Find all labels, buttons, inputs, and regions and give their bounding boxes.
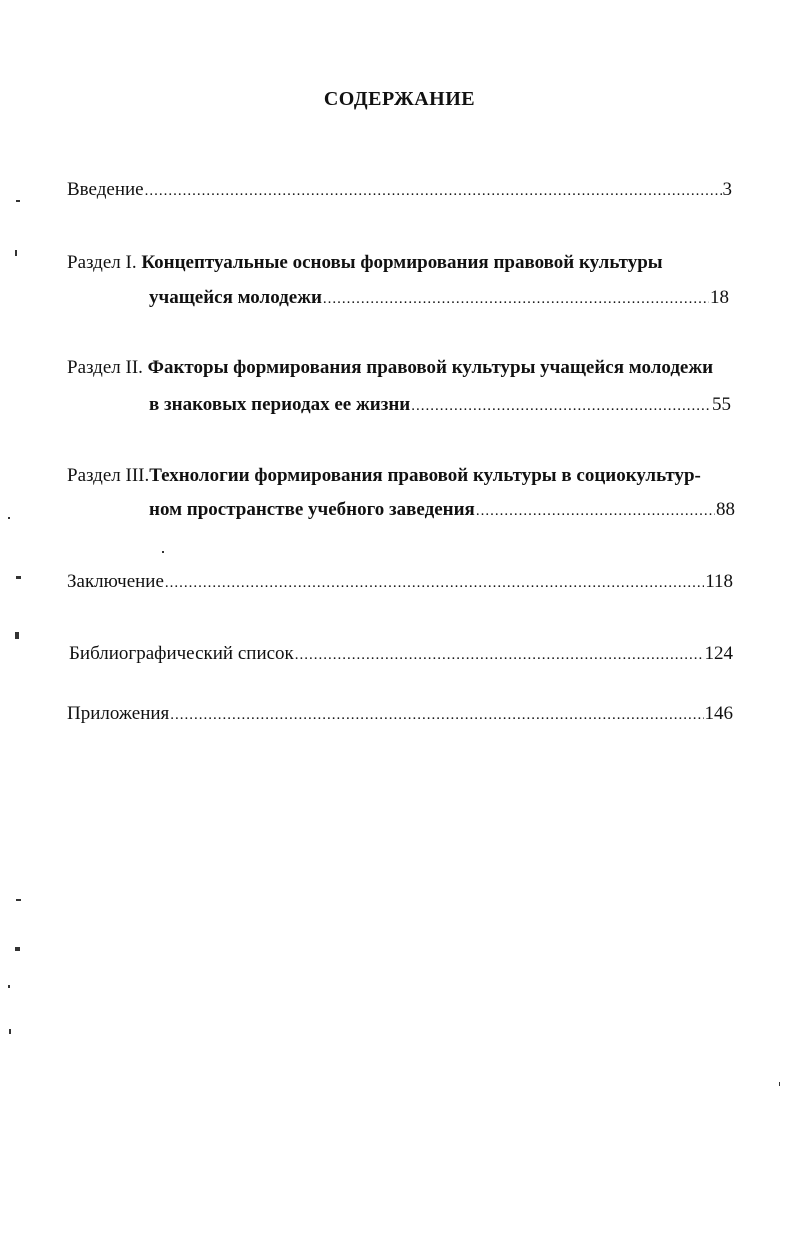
- dot-leader: [145, 179, 722, 203]
- toc-section-prefix: Раздел II.: [67, 357, 148, 378]
- toc-entry-section-3-heading[interactable]: [67, 464, 701, 488]
- dot-leader: [476, 499, 715, 523]
- toc-section-title-line2: ном пространстве учебного заведения: [149, 499, 475, 520]
- toc-page-number: 146: [704, 703, 733, 724]
- toc-section-prefix: Раздел I.: [67, 252, 142, 273]
- toc-entry-conclusion[interactable]: [67, 570, 733, 595]
- toc-entry-section-2-continuation[interactable]: [149, 393, 731, 418]
- toc-page-number: 88: [716, 499, 735, 520]
- scan-speck: [8, 517, 10, 519]
- toc-section-title-line1: Факторы формирования правовой культуры учащейся молодежи: [147, 357, 714, 378]
- dot-leader: [165, 571, 704, 595]
- toc-entry-label: Введение: [67, 179, 144, 200]
- toc-page-number: 55: [712, 394, 731, 415]
- scan-speck: [16, 576, 21, 579]
- scan-speck: [162, 551, 164, 553]
- scan-speck: [8, 985, 10, 988]
- toc-page-number: 124: [704, 643, 733, 664]
- toc-entry-section-1-continuation[interactable]: [149, 286, 729, 311]
- toc-page-number: 18: [710, 287, 729, 308]
- toc-page-number: 3: [722, 179, 732, 200]
- toc-section-prefix: Раздел III.: [67, 465, 150, 486]
- dot-leader: [411, 394, 711, 418]
- toc-entry-label: Приложения: [67, 703, 170, 724]
- toc-section-title-line1: Технологии формирования правовой культуры в социокультур-: [149, 465, 701, 486]
- toc-section-title-line1: Концептуальные основы формирования правовой культуры: [141, 252, 663, 273]
- toc-entry-introduction[interactable]: [67, 178, 732, 203]
- scan-speck: [9, 1029, 11, 1034]
- scan-speck: [16, 899, 21, 901]
- toc-section-title-line2: в знаковых периодах ее жизни: [149, 394, 411, 415]
- dot-leader: [323, 287, 709, 311]
- toc-entry-label: Библиографический список: [69, 643, 294, 664]
- toc-entry-label: Заключение: [67, 571, 164, 592]
- toc-section-title-line2: учащейся молодежи: [149, 287, 322, 308]
- page-title: СОДЕРЖАНИЕ: [323, 88, 476, 110]
- scan-speck: [15, 632, 19, 639]
- toc-page-number: 118: [705, 571, 733, 592]
- toc-entry-bibliography[interactable]: [69, 642, 733, 667]
- dot-leader: [170, 703, 703, 727]
- toc-entry-section-1-heading[interactable]: [67, 251, 663, 275]
- toc-entry-section-2-heading[interactable]: [67, 356, 713, 380]
- toc-entry-appendices[interactable]: [67, 702, 733, 727]
- scan-speck: [779, 1082, 780, 1086]
- dot-leader: [295, 643, 704, 667]
- toc-entry-section-3-continuation[interactable]: [149, 498, 735, 523]
- scan-speck: [15, 947, 20, 951]
- scan-speck: [15, 250, 17, 256]
- scan-speck: [16, 200, 20, 202]
